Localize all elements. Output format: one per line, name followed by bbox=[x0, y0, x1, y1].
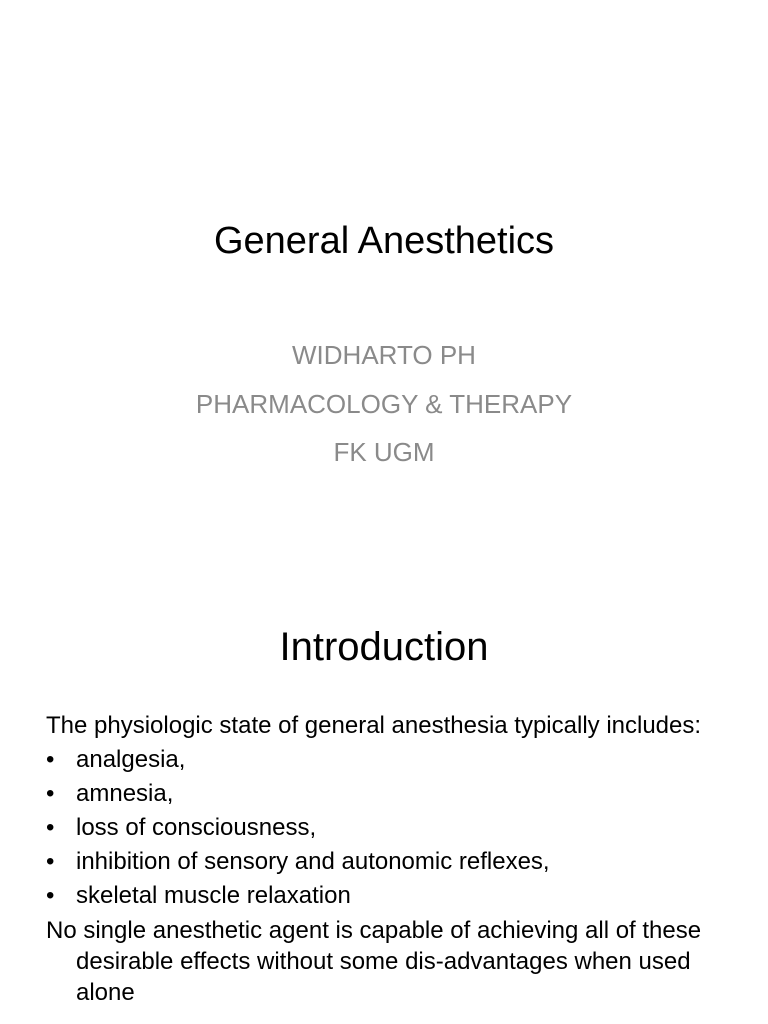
list-item: • inhibition of sensory and autonomic reflexes, bbox=[46, 845, 746, 879]
list-item: • amnesia, bbox=[46, 777, 746, 811]
list-item: • skeletal muscle relaxation bbox=[46, 879, 746, 913]
section-title: Introduction bbox=[279, 625, 489, 669]
slide-title: General Anesthetics bbox=[213, 220, 555, 262]
author-name: WIDHARTO PH bbox=[292, 340, 476, 370]
effects-list bbox=[46, 743, 746, 913]
institution-name: FK UGM bbox=[333, 437, 435, 467]
list-item: • loss of consciousness, bbox=[46, 811, 746, 845]
introduction-slide bbox=[0, 576, 768, 1024]
slide-subtitle bbox=[0, 331, 768, 477]
intro-paragraph: The physiologic state of general anesthesia typically includes: bbox=[46, 712, 702, 739]
list-item: • analgesia, bbox=[46, 743, 746, 777]
department-name: PHARMACOLOGY & THERAPY bbox=[195, 388, 573, 419]
slide-body bbox=[46, 710, 746, 1008]
closing-paragraph: No single anesthetic agent is capable of achieving all of these desirable effects without some dis-advantages when used alone bbox=[46, 917, 702, 1006]
